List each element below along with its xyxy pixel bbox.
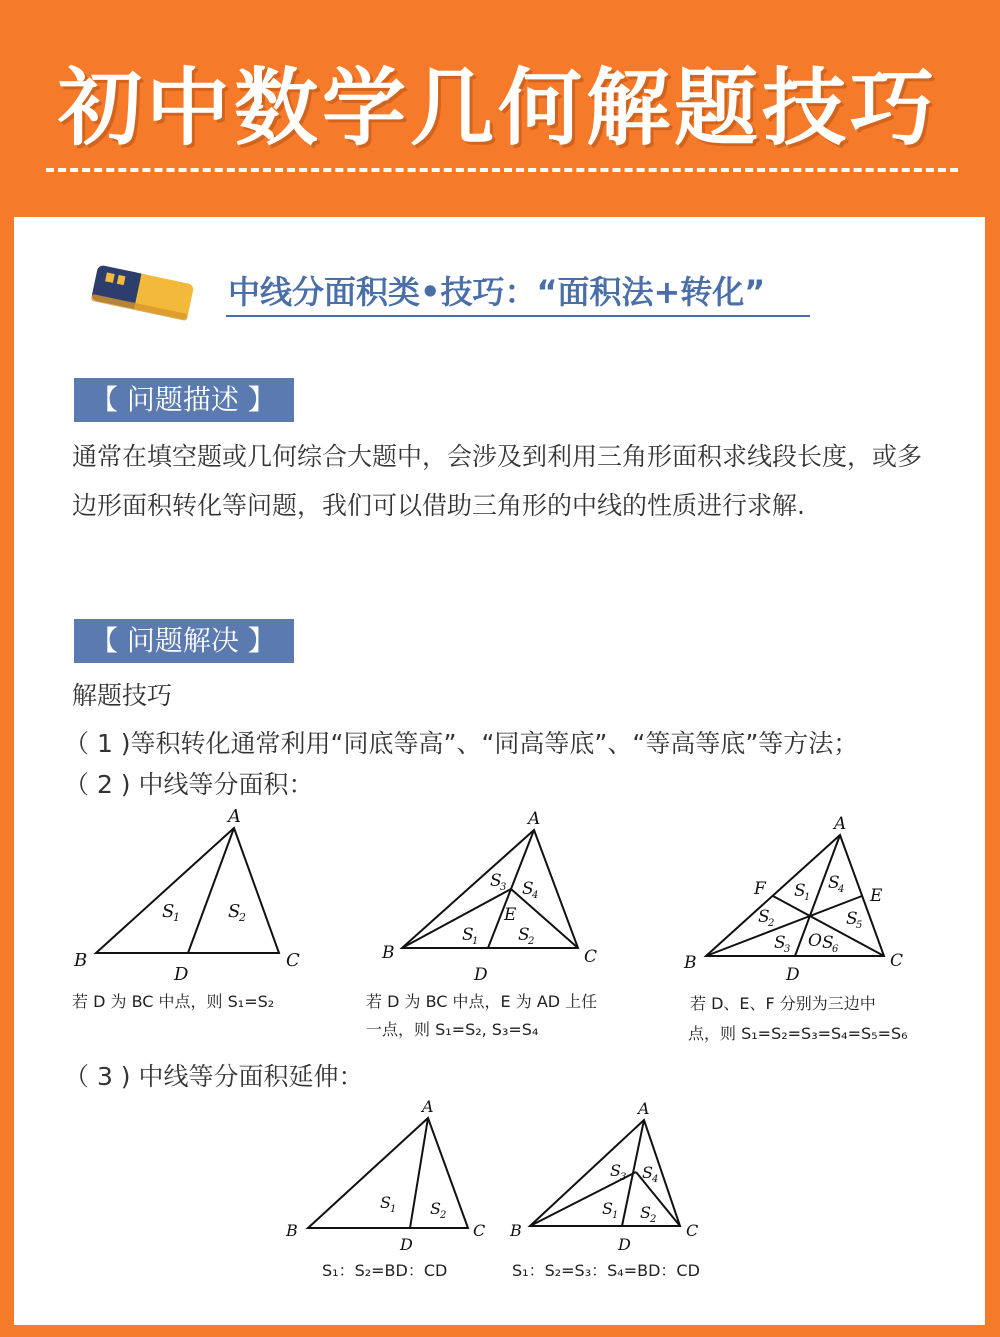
fig2-area-s3-sub: 3 — [500, 882, 507, 893]
fig2-label-a: A — [528, 809, 541, 829]
section-heading-underline — [226, 315, 810, 317]
solution-point-3: （ 3 ) 中线等分面积延伸： — [64, 1062, 364, 1091]
fig4-area-s1: S — [380, 1193, 391, 1212]
fig2-area-s4-sub: 4 — [532, 890, 539, 901]
fig1-label-c: C — [286, 950, 300, 971]
fig2-area-s2-sub: 2 — [528, 936, 535, 947]
fig3-label-b: B — [684, 953, 697, 973]
fig2-area-s3: S — [490, 871, 502, 891]
fig3-area-s1: S — [794, 881, 806, 901]
fig5-area-s3: S — [610, 1161, 621, 1180]
figure-4-extended-triangle — [280, 1090, 500, 1260]
fig3-label-c: C — [890, 951, 904, 971]
fig3-area-s4-sub: 4 — [838, 884, 845, 895]
fig1-area-s2: S — [228, 901, 241, 922]
fig4-label-a: A — [422, 1097, 434, 1116]
fig5-label-c: C — [686, 1221, 699, 1240]
fig4-area-s2: S — [430, 1199, 441, 1218]
fig3-area-s3: S — [774, 933, 786, 953]
fig4-area-s1-sub: 1 — [390, 1204, 397, 1215]
fig5-label-d: D — [618, 1235, 631, 1254]
problem-text: 通常在填空题或几何综合大题中，会涉及到利用三角形面积求线段长度，或多边形面积转化等问题，我们可以借助三角形的中线的性质进行求解. — [72, 442, 923, 520]
fig3-label-f: F — [754, 879, 766, 899]
fig3-label-a: A — [834, 814, 847, 834]
fig5-label-a: A — [638, 1099, 650, 1118]
fig1-caption: 若 D 为 BC 中点，则 S₁=S₂ — [72, 992, 275, 1011]
fig4-area-s2-sub: 2 — [440, 1210, 447, 1221]
fig2-area-s1: S — [462, 925, 474, 945]
fig3-area-s5: S — [846, 909, 858, 929]
fig3-caption-line-1: 若 D、E、F 分别为三边中 — [690, 994, 876, 1013]
fig3-area-s5-sub: 5 — [856, 920, 863, 931]
fig1-area-s1-sub: 1 — [173, 911, 180, 924]
fig5-label-b: B — [510, 1221, 522, 1240]
title-divider — [46, 168, 958, 172]
problem-label: 【 问题描述 】 — [74, 378, 294, 422]
fig4-label-b: B — [286, 1221, 298, 1240]
fig3-label-o: O — [808, 931, 822, 951]
fig5-area-s1: S — [602, 1199, 613, 1218]
fig2-label-d: D — [474, 965, 488, 985]
figure-1-median-triangle — [60, 800, 320, 990]
fig3-area-s6-sub: 6 — [832, 944, 839, 955]
fig4-label-d: D — [400, 1235, 413, 1254]
section-heading: 中线分面积类•技巧：“面积法+转化” — [228, 273, 766, 311]
fig2-caption-line-1: 若 D 为 BC 中点，E 为 AD 上任 — [366, 992, 598, 1011]
fig5-area-s1-sub: 1 — [612, 1210, 619, 1221]
fig3-area-s1-sub: 1 — [804, 892, 811, 903]
page-title: 初中数学几何解题技巧 — [58, 59, 939, 157]
fig1-area-s2-sub: 2 — [239, 911, 246, 924]
fig3-area-s6: S — [822, 933, 834, 953]
fig2-label-b: B — [382, 943, 395, 963]
fig5-area-s4-sub: 4 — [652, 1174, 659, 1185]
fig3-area-s4: S — [828, 873, 840, 893]
solution-point-1: （ 1 )等积转化通常利用“同底等高”、“同高等底”、“等高等底”等方法； — [64, 729, 859, 758]
figure-3-centroid-triangle — [670, 800, 930, 990]
fig2-area-s4: S — [522, 879, 534, 899]
solution-point-2: （ 2 ) 中线等分面积： — [64, 770, 314, 799]
figure-2-median-point-triangle — [370, 800, 620, 990]
fig5-area-s2: S — [640, 1203, 651, 1222]
fig2-label-e: E — [504, 905, 517, 925]
fig3-area-s3-sub: 3 — [784, 944, 791, 955]
fig3-area-s2-sub: 2 — [768, 918, 775, 929]
fig5-area-s2-sub: 2 — [650, 1214, 657, 1225]
fig4-label-c: C — [473, 1221, 486, 1240]
fig5-area-s4: S — [642, 1163, 653, 1182]
fig4-caption: S₁：S₂=BD：CD — [322, 1261, 448, 1280]
fig2-label-c: C — [584, 947, 598, 967]
solution-label: 【 问题解决 】 — [74, 619, 294, 663]
fig3-caption-line-2: 点，则 S₁=S₂=S₃=S₄=S₅=S₆ — [688, 1024, 908, 1043]
fig3-area-s2: S — [758, 907, 770, 927]
fig2-area-s2: S — [518, 925, 530, 945]
eraser-icon — [85, 258, 197, 332]
fig5-area-s3-sub: 3 — [620, 1172, 627, 1183]
fig5-caption: S₁：S₂=S₃：S₄=BD：CD — [512, 1261, 700, 1280]
fig2-area-s1-sub: 1 — [472, 936, 479, 947]
fig3-label-e: E — [870, 886, 883, 906]
fig1-label-b: B — [74, 950, 88, 971]
fig1-label-a: A — [228, 806, 241, 827]
fig3-label-d: D — [786, 965, 800, 985]
fig2-caption-line-2: 一点，则 S₁=S₂, S₃=S₄ — [366, 1020, 539, 1039]
fig1-area-s1: S — [162, 901, 175, 922]
fig1-label-d: D — [174, 964, 189, 985]
solution-subheading: 解题技巧 — [72, 681, 173, 710]
figure-5-extended-point-triangle — [500, 1090, 720, 1260]
